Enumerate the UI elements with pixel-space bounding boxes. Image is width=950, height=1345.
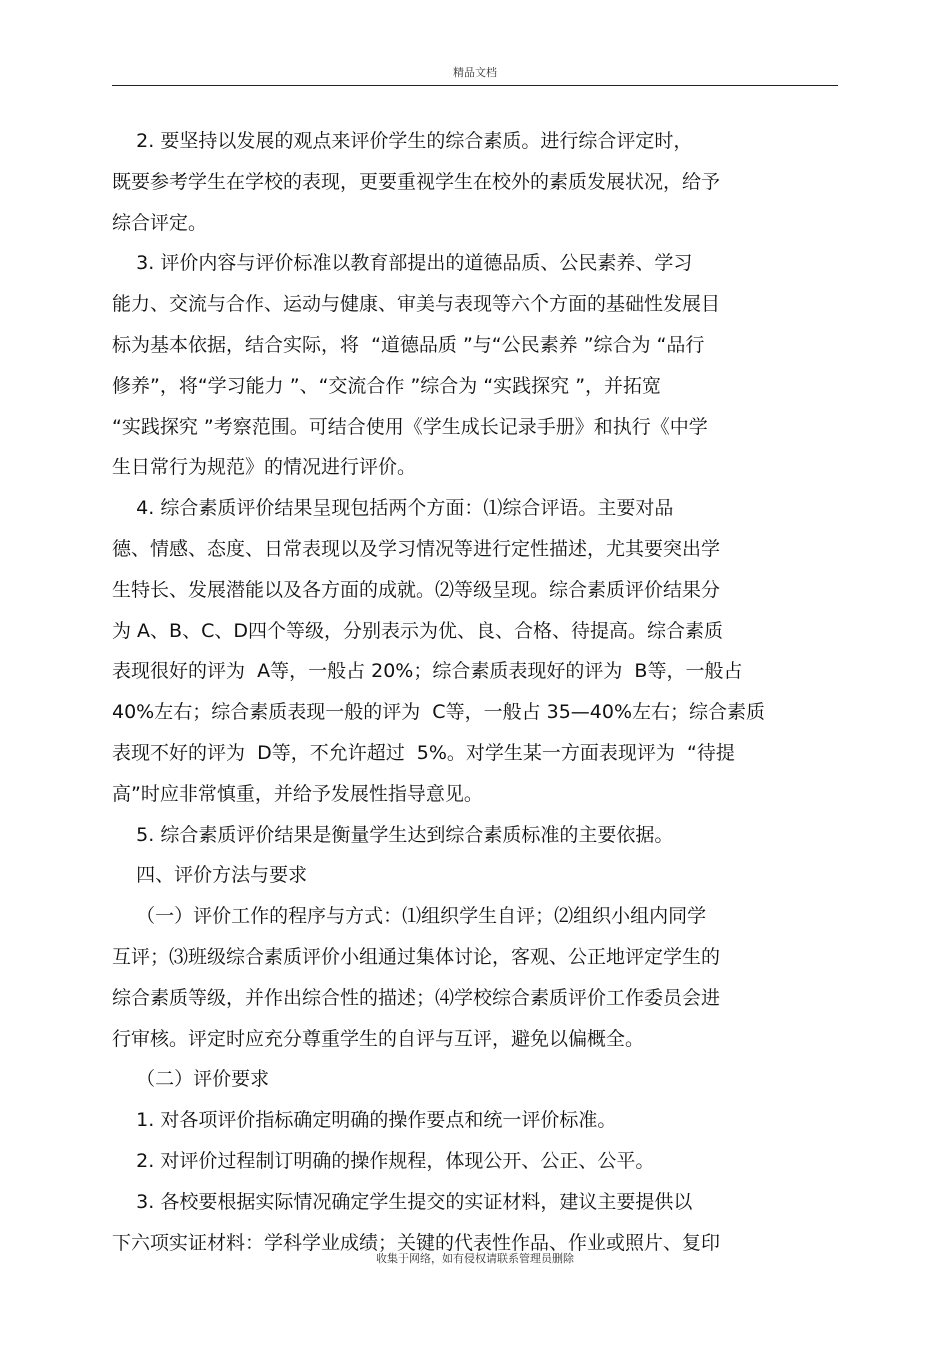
text-line: 综合评定。 [112, 211, 208, 234]
text-line: 德、情感、态度、日常表现以及学习情况等进行定性描述，尤其要突出学 [112, 537, 721, 560]
text-line: 3. 评价内容与评价标准以教育部提出的道德品质、公民素养、学习 [112, 252, 693, 275]
text-line: 3. 各校要根据实际情况确定学生提交的实证材料，建议主要提供以 [112, 1190, 693, 1213]
text-line: 为 A、B、C、D四个等级，分别表示为优、良、合格、待提高。综合素质 [112, 619, 723, 642]
page-header: 精品文档 [453, 66, 497, 79]
text-line: 综合素质等级，并作出综合性的描述；⑷学校综合素质评价工作委员会进 [112, 986, 721, 1009]
text-line: 标为基本依据，结合实际，将 “道德品质 ”与“公民素养 ”综合为 “品行 [112, 333, 705, 356]
subsection-heading: （二）评价要求 [112, 1068, 270, 1091]
text-line: 能力、交流与合作、运动与健康、审美与表现等六个方面的基础性发展目 [112, 293, 721, 316]
text-line: 40%左右；综合素质表现一般的评为 C等，一般占 35—40%左右；综合素质 [112, 701, 766, 724]
text-line: 高”时应非常慎重，并给予发展性指导意见。 [112, 782, 483, 805]
text-line: 表现不好的评为 D等，不允许超过 5%。对学生某一方面表现评为 “待提 [112, 741, 735, 764]
text-line: 1. 对各项评价指标确定明确的操作要点和统一评价标准。 [112, 1109, 617, 1132]
text-line: 5. 综合素质评价结果是衡量学生达到综合素质标准的主要依据。 [112, 823, 674, 846]
text-line: “实践探究 ”考察范围。可结合使用《学生成长记录手册》和执行《中学 [112, 415, 708, 438]
text-line: 生日常行为规范》的情况进行评价。 [112, 456, 417, 479]
text-line: 下六项实证材料：学科学业成绩；关键的代表性作品、作业或照片、复印 [112, 1231, 721, 1254]
text-line: 2. 对评价过程制订明确的操作规程，体现公开、公正、公平。 [112, 1149, 655, 1172]
text-line: 互评；⑶班级综合素质评价小组通过集体讨论，客观、公正地评定学生的 [112, 945, 721, 968]
text-line: 4. 综合素质评价结果呈现包括两个方面：⑴综合评语。主要对品 [112, 497, 674, 520]
header-divider [112, 85, 838, 86]
text-line: 行审核。评定时应充分尊重学生的自评与互评，避免以偏概全。 [112, 1027, 645, 1050]
text-line: 生特长、发展潜能以及各方面的成就。⑵等级呈现。综合素质评价结果分 [112, 578, 721, 601]
text-line: （一）评价工作的程序与方式：⑴组织学生自评；⑵组织小组内同学 [112, 905, 707, 928]
text-line: 2. 要坚持以发展的观点来评价学生的综合素质。进行综合评定时， [112, 130, 693, 152]
document-body [112, 121, 838, 1263]
text-line: 既要参考学生在学校的表现，更要重视学生在校外的素质发展状况，给予 [112, 170, 721, 193]
text-line: 表现很好的评为 A等，一般占 20%；综合素质表现好的评为 B等，一般占 [112, 660, 743, 683]
page-footer: 收集于网络，如有侵权请联系管理员删除 [376, 1252, 574, 1265]
section-heading: 四、评价方法与要求 [112, 864, 308, 887]
text-line: 修养”，将“学习能力 ”、“交流合作 ”综合为 “实践探究 ”，并拓宽 [112, 374, 662, 397]
